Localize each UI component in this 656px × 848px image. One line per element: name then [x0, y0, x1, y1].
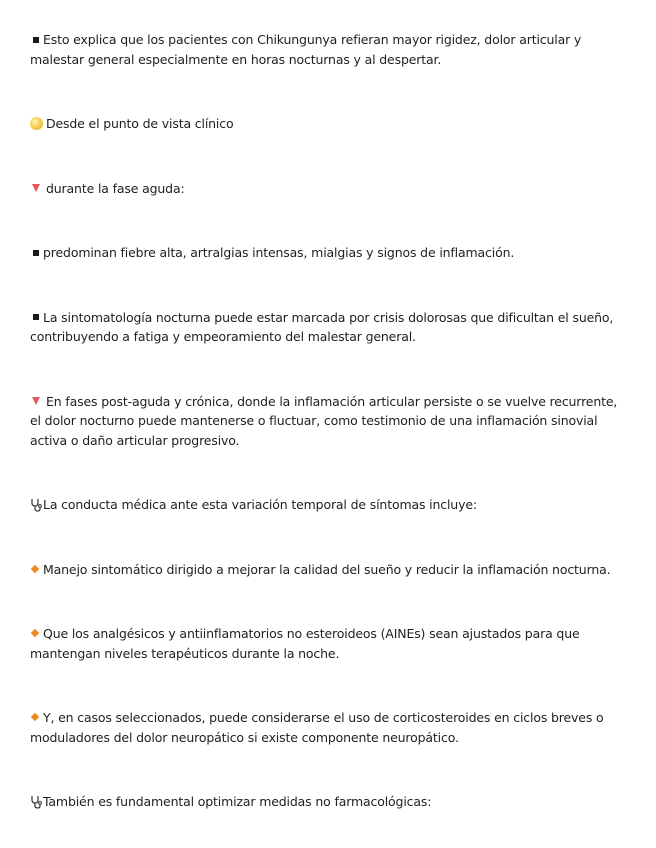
paragraph-text: Esto explica que los pacientes con Chikungunya refieran mayor rigidez, dolor articular y malestar general especialmente en horas nocturnas y al despertar.	[30, 32, 582, 67]
paragraph-text: Que los analgésicos y antiinflamatorios no esteroideos (AINEs) sean ajustados para que mantengan niveles terapéuticos durante la noche.	[30, 626, 580, 661]
paragraph-text: También es fundamental optimizar medidas no farmacológicas:	[43, 794, 432, 809]
stethoscope-icon	[30, 498, 42, 512]
moon-icon	[30, 117, 43, 130]
black-square-icon	[33, 314, 39, 320]
black-square-icon	[33, 37, 39, 43]
black-square-icon	[33, 250, 39, 256]
paragraph-text: predominan fiebre alta, artralgias intensas, mialgias y signos de inflamación.	[43, 245, 515, 260]
paragraph-text: Y, en casos seleccionados, puede considerarse el uso de corticosteroides en ciclos breves o moduladores del dolor neuropático si existe componente neuropático.	[30, 710, 604, 745]
document-body	[30, 30, 630, 812]
paragraph-text: durante la fase aguda:	[46, 180, 185, 196]
paragraph-text: Desde el punto de vista clínico	[46, 116, 234, 131]
paragraph-fase-aguda	[30, 179, 630, 199]
paragraph-manejo-sintomatico	[30, 560, 630, 580]
orange-diamond-icon	[31, 713, 39, 721]
paragraph-text: Manejo sintomático dirigido a mejorar la calidad del sueño y reducir la inflamación nocturna.	[43, 561, 611, 577]
paragraph-punto-de-vista-clinico	[30, 114, 630, 134]
stethoscope-icon	[30, 795, 42, 809]
paragraph-fases-cronicas	[30, 392, 630, 451]
paragraph-fiebre	[30, 243, 630, 263]
paragraph-conducta-medica	[30, 495, 630, 515]
paragraph-aines	[30, 624, 630, 663]
paragraph-rigidez	[30, 30, 630, 69]
paragraph-text: En fases post-aguda y crónica, donde la inflamación articular persiste o se vuelve recurrente, el dolor nocturno puede mantenerse o fluctuar, como testimonio de una inflamación sinovial activa o daño articular progresivo.	[30, 393, 618, 448]
paragraph-medidas-no-farmacologicas	[30, 792, 630, 812]
red-triangle-down-icon	[32, 184, 40, 192]
orange-diamond-icon	[31, 564, 39, 572]
paragraph-sintomatologia-nocturna	[30, 308, 630, 347]
paragraph-text: La sintomatología nocturna puede estar marcada por crisis dolorosas que dificultan el sueño, contribuyendo a fatiga y empeoramiento del malestar general.	[30, 309, 614, 344]
red-triangle-down-icon	[32, 397, 40, 405]
orange-diamond-icon	[31, 629, 39, 637]
paragraph-text: La conducta médica ante esta variación temporal de síntomas incluye:	[43, 497, 477, 512]
paragraph-corticosteroides	[30, 708, 630, 747]
